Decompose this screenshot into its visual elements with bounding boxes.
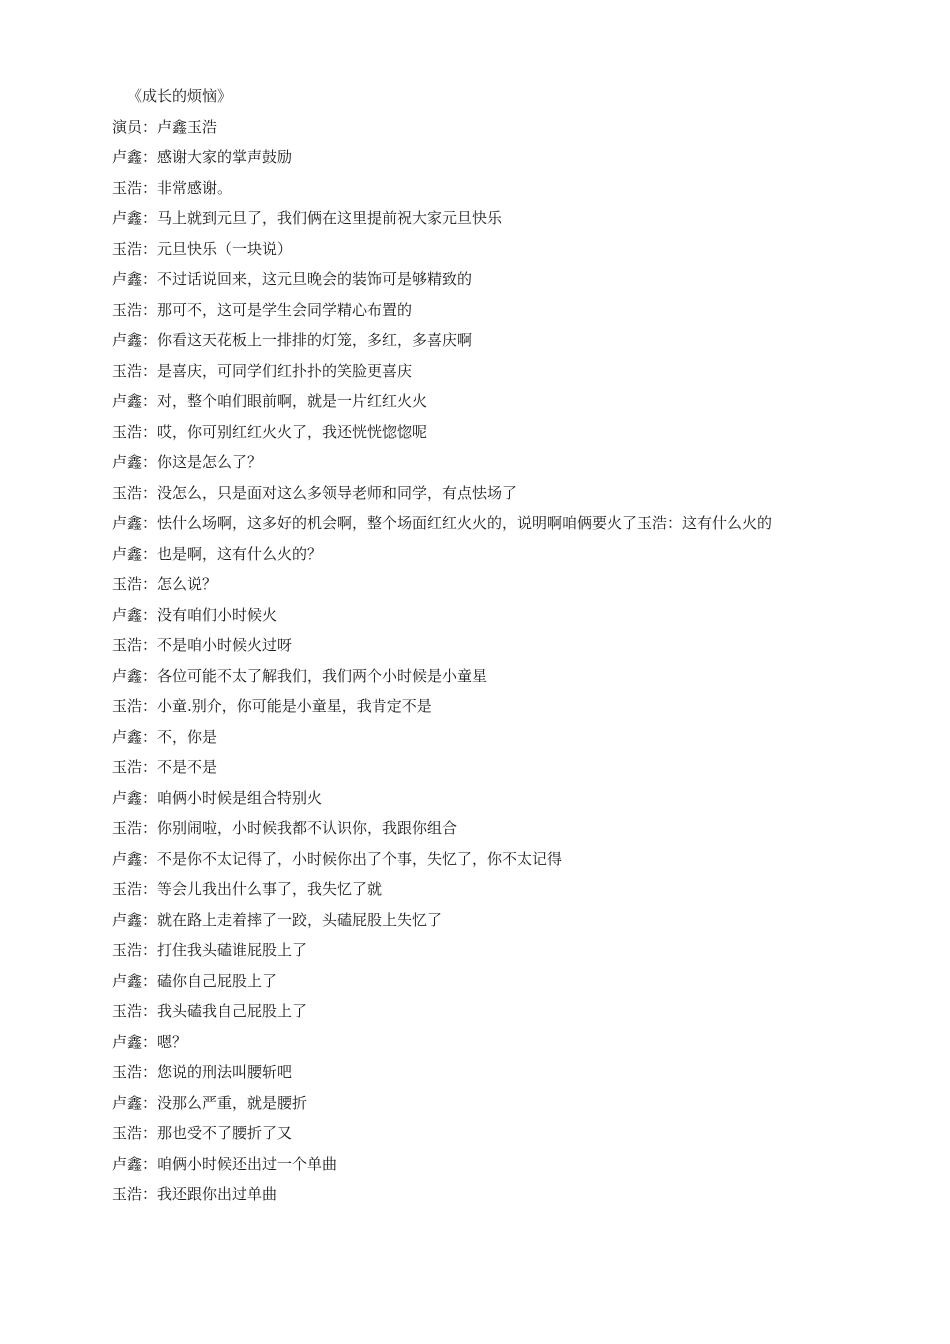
dialogue-line: 玉浩：我还跟你出过单曲 [112, 1185, 278, 1203]
dialogue-line: 卢鑫：对，整个咱们眼前啊，就是一片红红火火 [112, 392, 428, 410]
dialogue-line: 玉浩：哎，你可别红红火火了，我还恍恍惚惚呢 [112, 422, 428, 441]
dialogue-line: 卢鑫：你看这天花板上一排排的灯笼，多红，多喜庆啊 [112, 331, 473, 349]
cast-line: 演员：卢鑫玉浩 [112, 117, 218, 136]
dialogue-line: 卢鑫：你这是怎么了？ [112, 453, 263, 471]
dialogue-line: 卢鑫：不，你是 [112, 727, 218, 746]
dialogue-line: 卢鑫：不过话说回来，这元旦晚会的装饰可是够精致的 [112, 270, 473, 288]
dialogue-line: 卢鑫：就在路上走着摔了一跤，头磕屁股上失忆了 [112, 910, 443, 929]
dialogue-line: 卢鑫：咱俩小时候是组合特别火 [112, 788, 323, 807]
dialogue-line: 玉浩：我头磕我自己屁股上了 [112, 1002, 308, 1020]
dialogue-line: 玉浩：非常感谢。 [112, 178, 233, 197]
dialogue-line: 玉浩：等会儿我出什么事了，我失忆了就 [112, 880, 383, 898]
dialogue-line: 卢鑫：怯什么场啊，这多好的机会啊，整个场面红红火火的，说明啊咱俩要火了玉浩：这有什么火的 [112, 514, 773, 532]
dialogue-line: 玉浩：那可不，这可是学生会同学精心布置的 [112, 300, 413, 319]
dialogue-line: 玉浩：你别闹啦，小时候我都不认识你，我跟你组合 [112, 819, 458, 837]
dialogue-line: 卢鑫：不是你不太记得了，小时候你出了个事，失忆了，你不太记得 [112, 849, 563, 868]
dialogue-line: 卢鑫：马上就到元旦了，我们俩在这里提前祝大家元旦快乐 [112, 209, 503, 227]
dialogue-line: 玉浩：不是咱小时候火过呀 [112, 636, 293, 654]
document-page [112, 81, 812, 1210]
dialogue-list [112, 142, 812, 1210]
dialogue-line: 卢鑫：也是啊，这有什么火的？ [112, 544, 323, 563]
dialogue-line: 玉浩：打住我头磕谁屁股上了 [112, 941, 308, 959]
dialogue-line: 卢鑫：没有咱们小时候火 [112, 605, 278, 624]
dialogue-line: 玉浩：不是不是 [112, 758, 218, 776]
document-title: 《成长的烦恼》 [127, 87, 233, 105]
dialogue-line: 卢鑫：磕你自己屁股上了 [112, 971, 278, 990]
dialogue-line: 卢鑫：咱俩小时候还出过一个单曲 [112, 1154, 338, 1173]
dialogue-line: 卢鑫：嗯？ [112, 1032, 188, 1051]
dialogue-line: 玉浩：怎么说？ [112, 575, 218, 593]
dialogue-line: 玉浩：是喜庆，可同学们红扑扑的笑脸更喜庆 [112, 361, 413, 380]
dialogue-line: 玉浩：小童.别介，你可能是小童星，我肯定不是 [112, 697, 432, 715]
dialogue-line: 卢鑫：感谢大家的掌声鼓励 [112, 148, 293, 166]
dialogue-line: 卢鑫：各位可能不太了解我们，我们两个小时候是小童星 [112, 666, 488, 685]
dialogue-line: 玉浩：那也受不了腰折了又 [112, 1124, 293, 1142]
dialogue-line: 玉浩：元旦快乐（一块说） [112, 239, 293, 258]
dialogue-line: 卢鑫：没那么严重，就是腰折 [112, 1093, 308, 1112]
dialogue-line: 玉浩：您说的刑法叫腰斩吧 [112, 1063, 293, 1081]
dialogue-line: 玉浩：没怎么，只是面对这么多领导老师和同学，有点怯场了 [112, 483, 518, 502]
